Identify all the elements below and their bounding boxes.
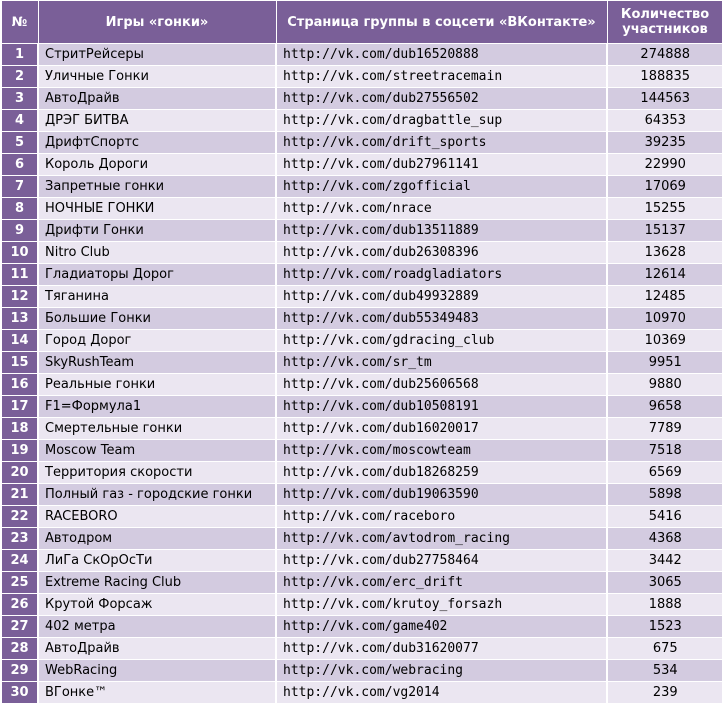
game-name: RACEBORO bbox=[38, 506, 276, 528]
member-count: 1523 bbox=[607, 616, 722, 638]
game-name: F1=Формула1 bbox=[38, 396, 276, 418]
group-link[interactable]: http://vk.com/dub26308396 bbox=[276, 242, 607, 264]
group-link[interactable]: http://vk.com/dub27758464 bbox=[276, 550, 607, 572]
member-count: 1888 bbox=[607, 594, 722, 616]
group-link[interactable]: http://vk.com/webracing bbox=[276, 660, 607, 682]
header-page: Страница группы в соцсети «ВКонтакте» bbox=[276, 1, 607, 44]
member-count: 7789 bbox=[607, 418, 722, 440]
member-count: 3442 bbox=[607, 550, 722, 572]
member-count: 10970 bbox=[607, 308, 722, 330]
game-name: Полный газ - городские гонки bbox=[38, 484, 276, 506]
table-row bbox=[1, 220, 722, 242]
game-name: Тяганина bbox=[38, 286, 276, 308]
game-name: ДРЭГ БИТВА bbox=[38, 110, 276, 132]
member-count: 13628 bbox=[607, 242, 722, 264]
table-row bbox=[1, 286, 722, 308]
table-row bbox=[1, 66, 722, 88]
row-number: 2 bbox=[1, 66, 38, 88]
row-number: 7 bbox=[1, 176, 38, 198]
header-game: Игры «гонки» bbox=[38, 1, 276, 44]
member-count: 12614 bbox=[607, 264, 722, 286]
member-count: 144563 bbox=[607, 88, 722, 110]
row-number: 24 bbox=[1, 550, 38, 572]
row-number: 1 bbox=[1, 44, 38, 66]
group-link[interactable]: http://vk.com/streetracemain bbox=[276, 66, 607, 88]
row-number: 18 bbox=[1, 418, 38, 440]
group-link[interactable]: http://vk.com/raceboro bbox=[276, 506, 607, 528]
game-name: Город Дорог bbox=[38, 330, 276, 352]
table-row bbox=[1, 528, 722, 550]
member-count: 6569 bbox=[607, 462, 722, 484]
table-row bbox=[1, 88, 722, 110]
table-row bbox=[1, 418, 722, 440]
row-number: 20 bbox=[1, 462, 38, 484]
table-row bbox=[1, 110, 722, 132]
row-number: 6 bbox=[1, 154, 38, 176]
member-count: 12485 bbox=[607, 286, 722, 308]
member-count: 4368 bbox=[607, 528, 722, 550]
table-row bbox=[1, 176, 722, 198]
group-link[interactable]: http://vk.com/game402 bbox=[276, 616, 607, 638]
table-row bbox=[1, 550, 722, 572]
table-row bbox=[1, 132, 722, 154]
table-row bbox=[1, 462, 722, 484]
game-name: Смертельные гонки bbox=[38, 418, 276, 440]
row-number: 26 bbox=[1, 594, 38, 616]
member-count: 5898 bbox=[607, 484, 722, 506]
group-link[interactable]: http://vk.com/dragbattle_sup bbox=[276, 110, 607, 132]
table-row bbox=[1, 572, 722, 594]
member-count: 10369 bbox=[607, 330, 722, 352]
group-link[interactable]: http://vk.com/krutoy_forsazh bbox=[276, 594, 607, 616]
row-number: 9 bbox=[1, 220, 38, 242]
game-name: АвтоДрайв bbox=[38, 88, 276, 110]
game-name: НОЧНЫЕ ГОНКИ bbox=[38, 198, 276, 220]
row-number: 21 bbox=[1, 484, 38, 506]
table-row bbox=[1, 594, 722, 616]
row-number: 14 bbox=[1, 330, 38, 352]
row-number: 22 bbox=[1, 506, 38, 528]
member-count: 3065 bbox=[607, 572, 722, 594]
group-link[interactable]: http://vk.com/dub13511889 bbox=[276, 220, 607, 242]
group-link[interactable]: http://vk.com/dub49932889 bbox=[276, 286, 607, 308]
member-count: 17069 bbox=[607, 176, 722, 198]
game-name: 402 метра bbox=[38, 616, 276, 638]
group-link[interactable]: http://vk.com/avtodrom_racing bbox=[276, 528, 607, 550]
member-count: 64353 bbox=[607, 110, 722, 132]
group-link[interactable]: http://vk.com/dub16520888 bbox=[276, 44, 607, 66]
row-number: 29 bbox=[1, 660, 38, 682]
member-count: 9880 bbox=[607, 374, 722, 396]
table-row bbox=[1, 352, 722, 374]
table-row bbox=[1, 374, 722, 396]
group-link[interactable]: http://vk.com/dub27556502 bbox=[276, 88, 607, 110]
row-number: 27 bbox=[1, 616, 38, 638]
row-number: 30 bbox=[1, 682, 38, 704]
row-number: 25 bbox=[1, 572, 38, 594]
group-link[interactable]: http://vk.com/drift_sports bbox=[276, 132, 607, 154]
table-row bbox=[1, 616, 722, 638]
member-count: 22990 bbox=[607, 154, 722, 176]
table-row bbox=[1, 154, 722, 176]
table-row bbox=[1, 660, 722, 682]
row-number: 16 bbox=[1, 374, 38, 396]
table-row bbox=[1, 682, 722, 704]
member-count: 15255 bbox=[607, 198, 722, 220]
table-row bbox=[1, 484, 722, 506]
header-row bbox=[1, 1, 722, 44]
row-number: 17 bbox=[1, 396, 38, 418]
game-name: Nitro Club bbox=[38, 242, 276, 264]
group-link[interactable]: http://vk.com/roadgladiators bbox=[276, 264, 607, 286]
row-number: 8 bbox=[1, 198, 38, 220]
row-number: 4 bbox=[1, 110, 38, 132]
table-row bbox=[1, 440, 722, 462]
member-count: 239 bbox=[607, 682, 722, 704]
row-number: 13 bbox=[1, 308, 38, 330]
row-number: 11 bbox=[1, 264, 38, 286]
group-link[interactable]: http://vk.com/dub10508191 bbox=[276, 396, 607, 418]
table-body bbox=[1, 44, 722, 704]
member-count: 9658 bbox=[607, 396, 722, 418]
game-name: Extreme Racing Club bbox=[38, 572, 276, 594]
group-link[interactable]: http://vk.com/nrace bbox=[276, 198, 607, 220]
game-name: SkyRushTeam bbox=[38, 352, 276, 374]
row-number: 15 bbox=[1, 352, 38, 374]
group-link[interactable]: http://vk.com/dub27961141 bbox=[276, 154, 607, 176]
group-link[interactable]: http://vk.com/dub31620077 bbox=[276, 638, 607, 660]
game-name: ЛиГа СкОрОсТи bbox=[38, 550, 276, 572]
table-row bbox=[1, 264, 722, 286]
game-name: Большие Гонки bbox=[38, 308, 276, 330]
game-name: Реальные гонки bbox=[38, 374, 276, 396]
group-link[interactable]: http://vk.com/moscowteam bbox=[276, 440, 607, 462]
row-number: 23 bbox=[1, 528, 38, 550]
row-number: 12 bbox=[1, 286, 38, 308]
group-link[interactable]: http://vk.com/zgofficial bbox=[276, 176, 607, 198]
game-name: Уличные Гонки bbox=[38, 66, 276, 88]
member-count: 274888 bbox=[607, 44, 722, 66]
game-name: СтритРейсеры bbox=[38, 44, 276, 66]
game-name: Крутой Форсаж bbox=[38, 594, 276, 616]
game-name: Автодром bbox=[38, 528, 276, 550]
table-row bbox=[1, 638, 722, 660]
game-name: Запретные гонки bbox=[38, 176, 276, 198]
game-name: ВГонке™ bbox=[38, 682, 276, 704]
group-link[interactable]: http://vk.com/dub16020017 bbox=[276, 418, 607, 440]
member-count: 7518 bbox=[607, 440, 722, 462]
member-count: 39235 bbox=[607, 132, 722, 154]
row-number: 10 bbox=[1, 242, 38, 264]
table-row bbox=[1, 242, 722, 264]
game-name: Территория скорости bbox=[38, 462, 276, 484]
game-name: Moscow Team bbox=[38, 440, 276, 462]
table-row bbox=[1, 308, 722, 330]
game-name: Дрифти Гонки bbox=[38, 220, 276, 242]
group-link[interactable]: http://vk.com/gdracing_club bbox=[276, 330, 607, 352]
member-count: 534 bbox=[607, 660, 722, 682]
table-row bbox=[1, 396, 722, 418]
member-count: 9951 bbox=[607, 352, 722, 374]
game-name: АвтоДрайв bbox=[38, 638, 276, 660]
row-number: 3 bbox=[1, 88, 38, 110]
game-name: ДрифтСпортс bbox=[38, 132, 276, 154]
group-link[interactable]: http://vk.com/dub25606568 bbox=[276, 374, 607, 396]
member-count: 5416 bbox=[607, 506, 722, 528]
row-number: 28 bbox=[1, 638, 38, 660]
group-link[interactable]: http://vk.com/sr_tm bbox=[276, 352, 607, 374]
table-row bbox=[1, 330, 722, 352]
group-link[interactable]: http://vk.com/dub55349483 bbox=[276, 308, 607, 330]
group-link[interactable]: http://vk.com/dub19063590 bbox=[276, 484, 607, 506]
member-count: 15137 bbox=[607, 220, 722, 242]
row-number: 5 bbox=[1, 132, 38, 154]
game-name: Гладиаторы Дорог bbox=[38, 264, 276, 286]
row-number: 19 bbox=[1, 440, 38, 462]
group-link[interactable]: http://vk.com/erc_drift bbox=[276, 572, 607, 594]
member-count: 675 bbox=[607, 638, 722, 660]
table-row bbox=[1, 44, 722, 66]
group-link[interactable]: http://vk.com/dub18268259 bbox=[276, 462, 607, 484]
game-name: Король Дороги bbox=[38, 154, 276, 176]
header-count: Количество участников bbox=[607, 1, 722, 44]
table-row bbox=[1, 506, 722, 528]
game-name: WebRacing bbox=[38, 660, 276, 682]
group-link[interactable]: http://vk.com/vg2014 bbox=[276, 682, 607, 704]
table-row bbox=[1, 198, 722, 220]
header-num: № bbox=[1, 1, 38, 44]
member-count: 188835 bbox=[607, 66, 722, 88]
